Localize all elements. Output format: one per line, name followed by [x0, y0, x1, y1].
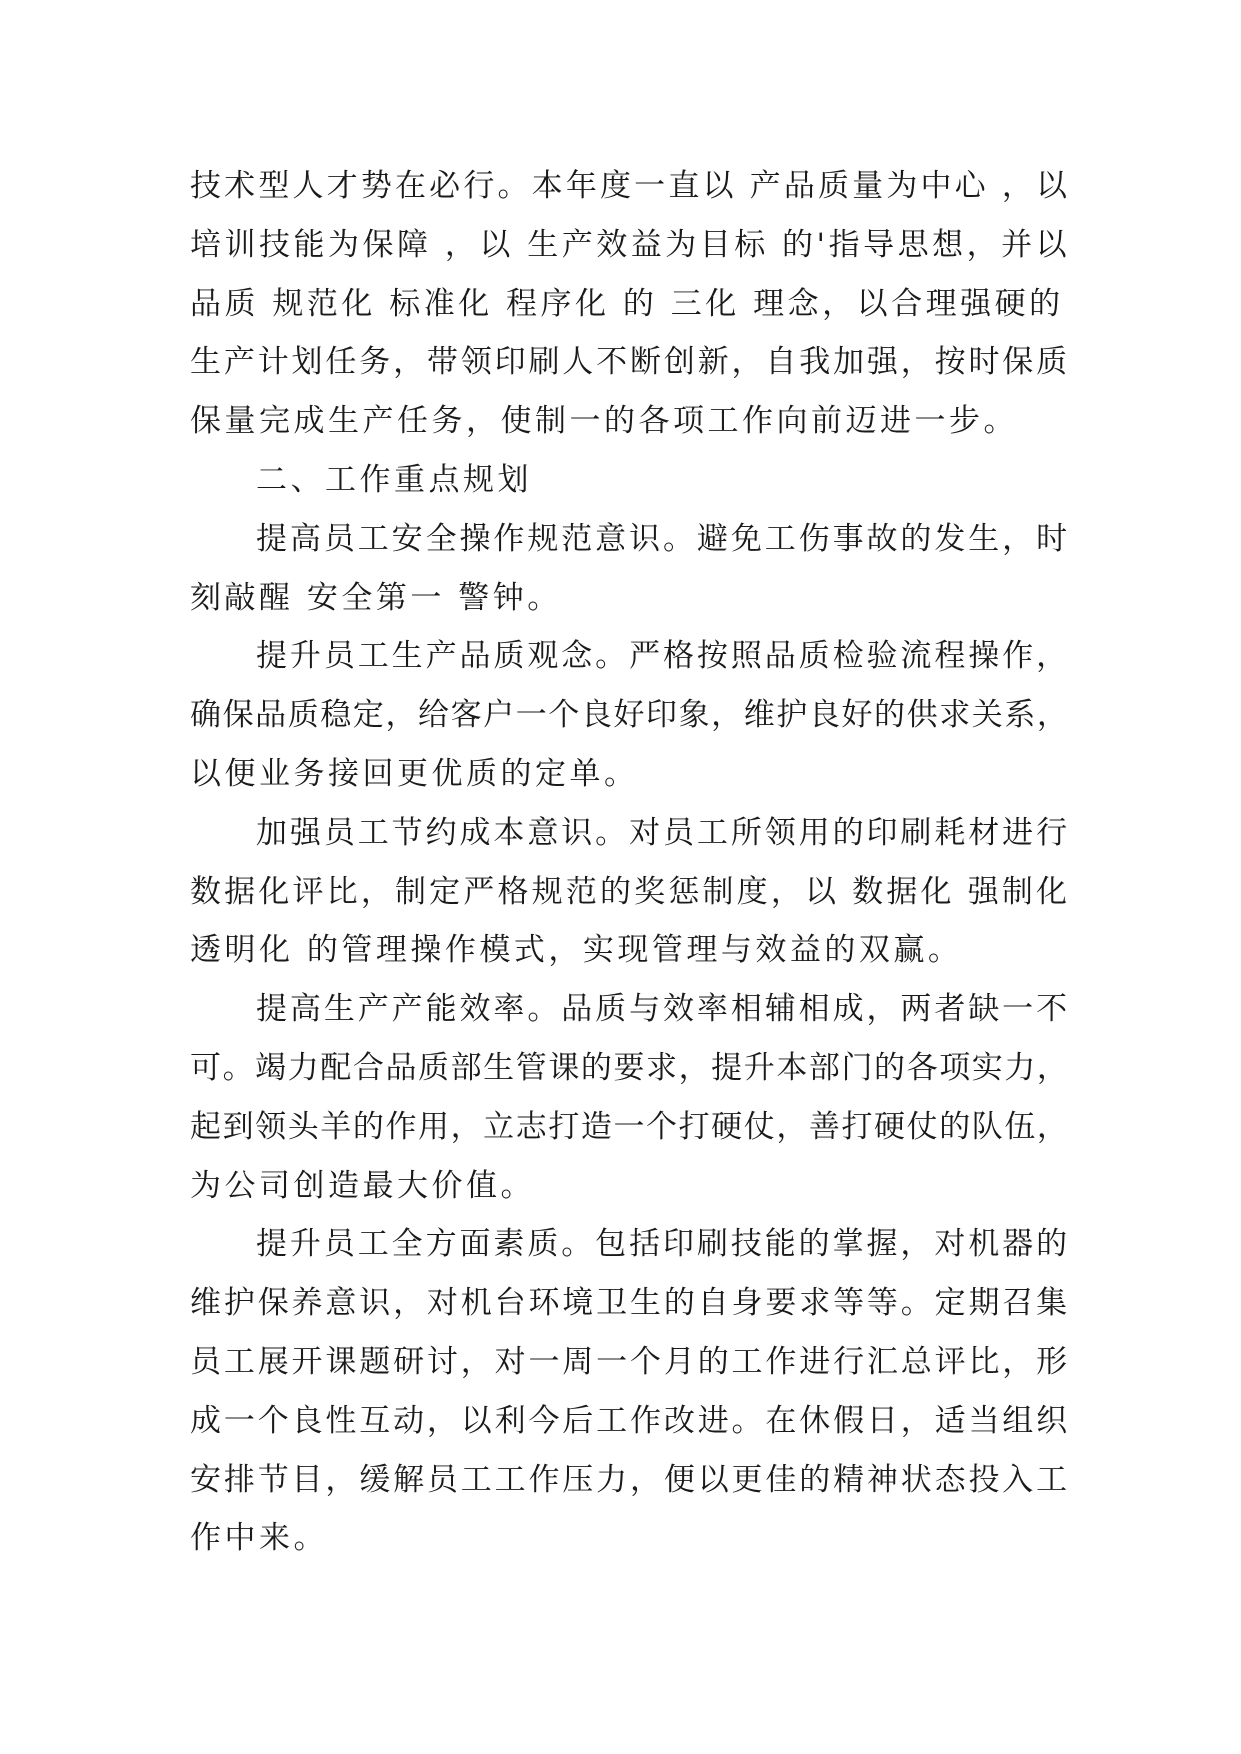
text-line: 品质 规范化 标准化 程序化 的 三化 理念，以合理强硬的: [190, 285, 1064, 322]
document-body: [190, 157, 1070, 1568]
text-line: 维护保养意识，对机台环境卫生的自身要求等等。定期召集: [190, 1285, 1070, 1322]
text-line: 起到领头羊的作用，立志打造一个打硬仗，善打硬仗的队伍，: [190, 1108, 1070, 1145]
text-line: 员工展开课题研讨，对一周一个月的工作进行汇总评比，形: [190, 1343, 1070, 1380]
text-line: 安排节目，缓解员工工作压力，便以更佳的精神状态投入工: [190, 1461, 1070, 1498]
text-line: 提高生产产能效率。品质与效率相辅相成，两者缺一不: [256, 991, 1070, 1028]
text-line: 保量完成生产任务，使制一的各项工作向前迈进一步。: [190, 403, 1018, 440]
text-line: 加强员工节约成本意识。对员工所领用的印刷耗材进行: [256, 814, 1070, 851]
text-line: 提升员工生产品质观念。严格按照品质检验流程操作，: [256, 638, 1070, 675]
text-line: 作中来。: [190, 1520, 328, 1557]
text-line: 以便业务接回更优质的定单。: [190, 755, 639, 792]
text-line: 为公司创造最大价值。: [190, 1167, 535, 1204]
text-line: 技术型人才势在必行。本年度一直以 产品质量为中心 ，以: [190, 168, 1071, 204]
text-line: 提高员工安全操作规范意识。避免工伤事故的发生，时: [256, 520, 1070, 557]
text-line: 刻敲醒 安全第一 警钟。: [190, 579, 562, 616]
text-line: 成一个良性互动，以利今后工作改进。在休假日，适当组织: [190, 1402, 1070, 1439]
text-line: 生产计划任务，带领印刷人不断创新，自我加强，按时保质: [190, 344, 1070, 381]
text-line: 可。竭力配合品质部生管课的要求，提升本部门的各项实力，: [190, 1049, 1070, 1086]
text-line: 数据化评比，制定严格规范的奖惩制度，以 数据化 强制化: [190, 873, 1071, 910]
text-line: 透明化 的管理操作模式，实现管理与效益的双赢。: [190, 932, 963, 969]
text-line: 培训技能为保障 ，以 生产效益为目标 的'指导思想，并以: [190, 226, 1071, 263]
text-line: 提升员工全方面素质。包括印刷技能的掌握，对机器的: [256, 1226, 1070, 1263]
text-line: 二、工作重点规划: [256, 461, 532, 498]
text-line: 确保品质稳定，给客户一个良好印象，维护良好的供求关系，: [190, 697, 1070, 734]
